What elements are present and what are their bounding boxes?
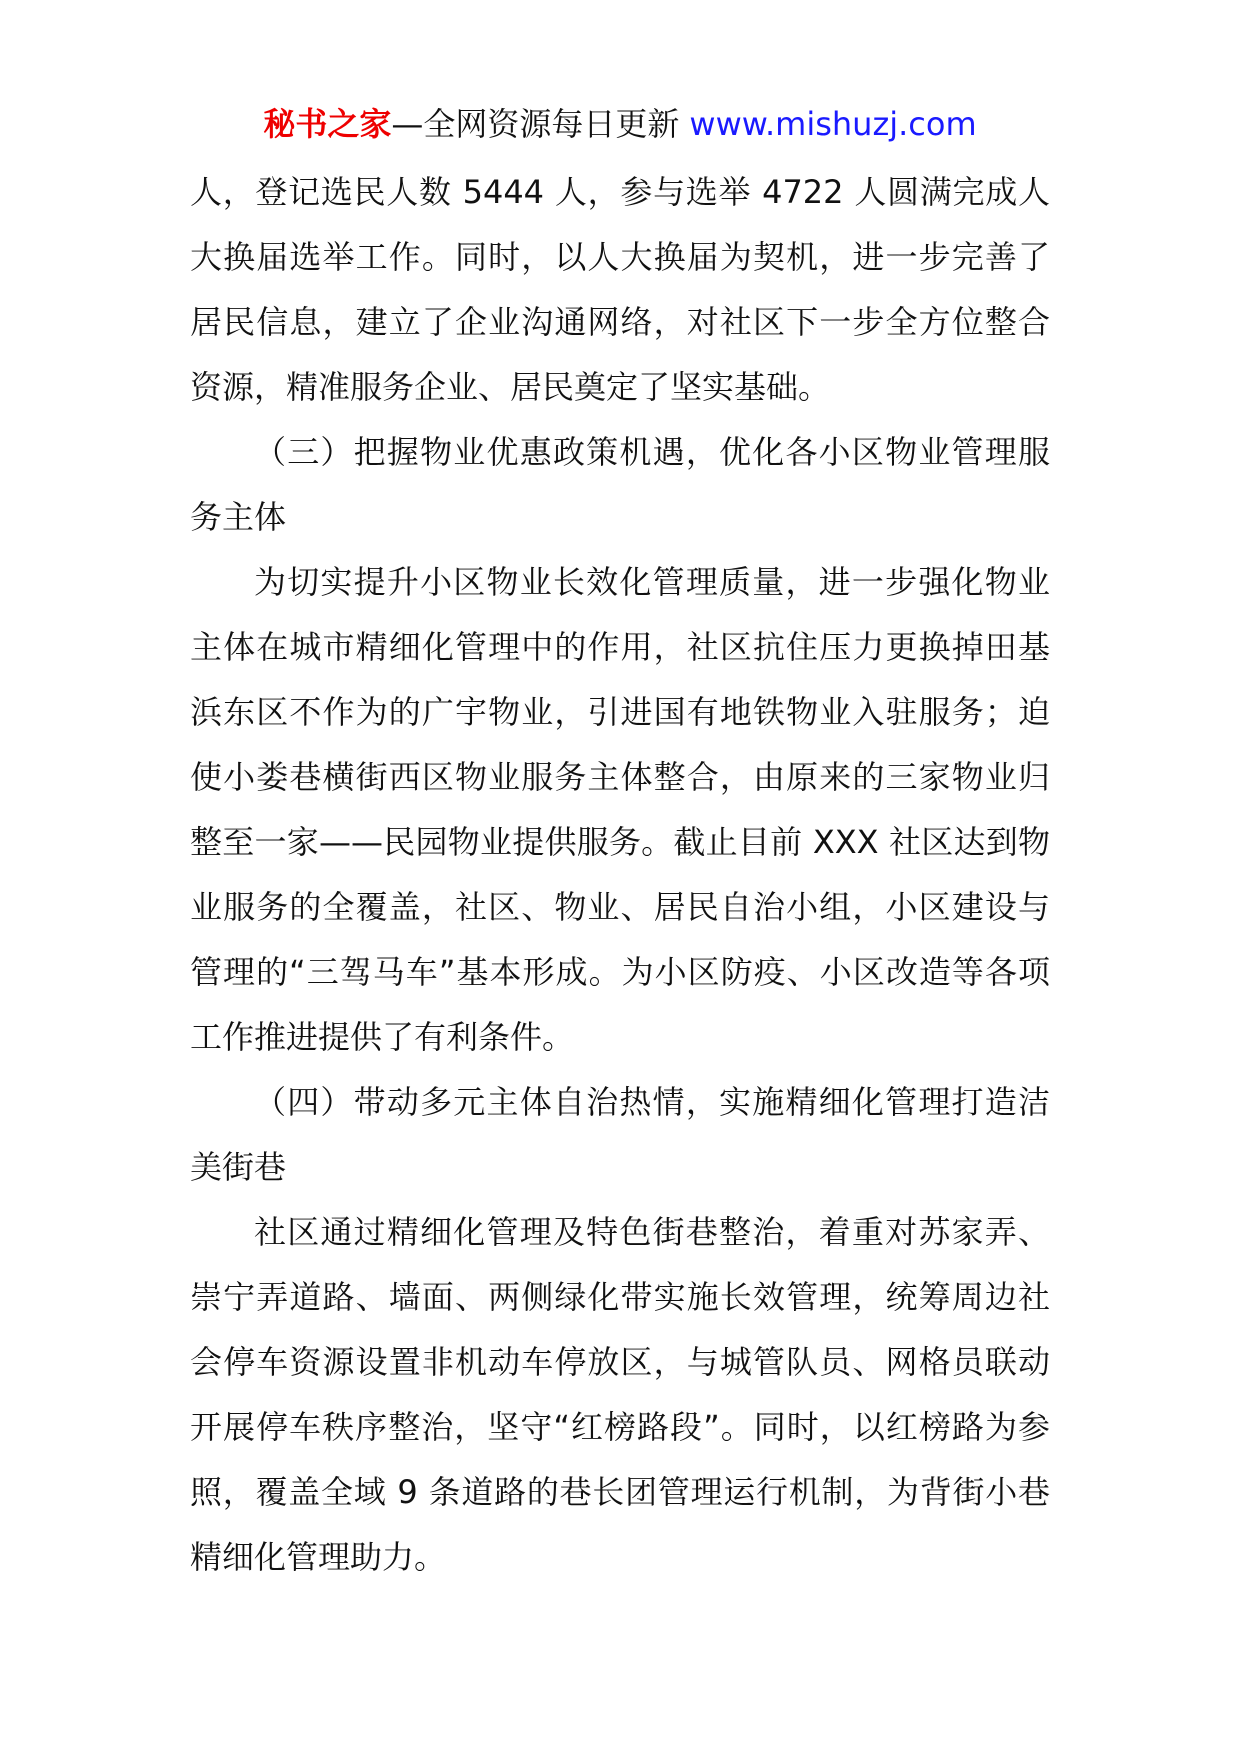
section-heading-three: （三）把握物业优惠政策机遇，优化各小区物业管理服务主体 [190,433,1050,536]
paragraph-property-management: 为切实提升小区物业长效化管理质量，进一步强化物业主体在城市精细化管理中的作用，社区抗住压力更换掉田基浜东区不作为的广宇物业，引进国有地铁物业入驻服务；迫使小娄巷横街西区物业服务主体整合，由原来的三家物业归整至一家——民园物业提供服务。截止目前 XXX 社区达到物业服务的全覆盖，社区、物业、居民自治小组，小区建设与管理的“三驾马车”基本形成。为小区防疫、小区改造等各项工作推进提供了有利条件。 [190,563,1050,1056]
brand-name: 秘书之家 [263,105,392,143]
site-url: www.mishuzj.com [689,105,977,143]
section-heading-four: （四）带动多元主体自治热情，实施精细化管理打造洁美街巷 [190,1083,1050,1186]
paragraph-street-management: 社区通过精细化管理及特色街巷整治，着重对苏家弄、崇宁弄道路、墙面、两侧绿化带实施长效管理，统筹周边社会停车资源设置非机动车停放区，与城管队员、网格员联动开展停车秩序整治，坚守“红榜路段”。同时，以红榜路为参照，覆盖全域 9 条道路的巷长团管理运行机制，为背街小巷精细化管理助力。 [190,1213,1050,1576]
paragraph-continued: 人，登记选民人数 5444 人，参与选举 4722 人圆满完成人大换届选举工作。同时，以人大换届为契机，进一步完善了居民信息，建立了企业沟通网络，对社区下一步全方位整合资源，精准服务企业、居民奠定了坚实基础。 [190,173,1050,406]
header-tagline: —全网资源每日更新 [391,105,680,143]
document-body [190,160,1050,1590]
page-header [0,98,1240,150]
